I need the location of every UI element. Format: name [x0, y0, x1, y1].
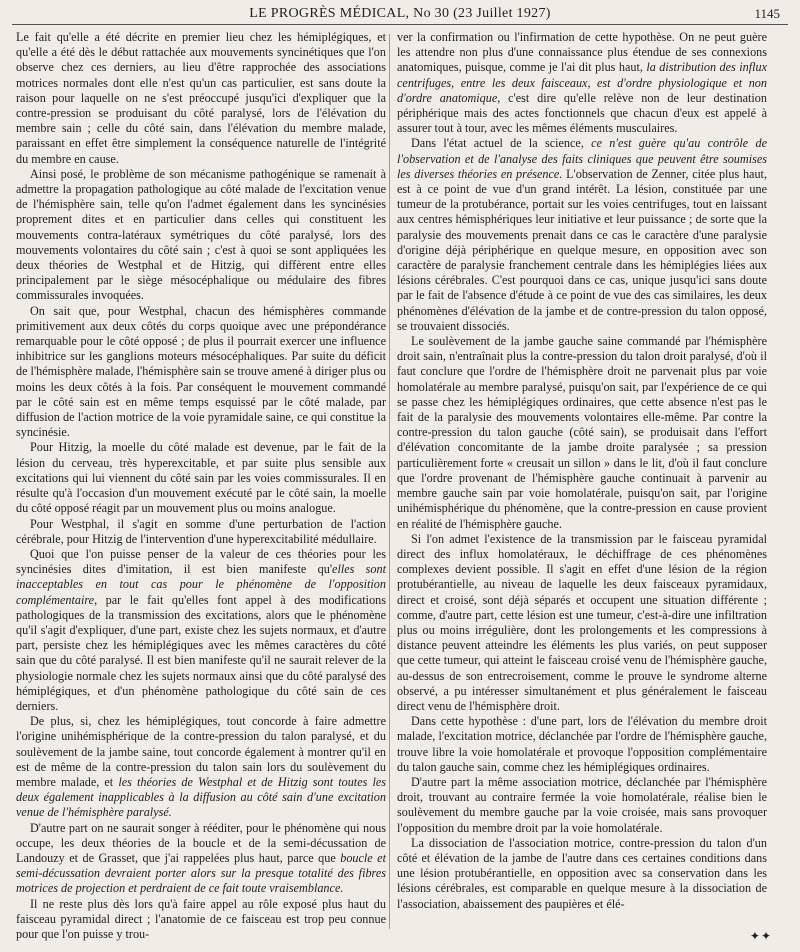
paragraph — [397, 30, 767, 136]
italic-text: la distribution des influx centrifuges, entre les deux faisceaux, est d'ordre physiologique et non d'ordre anatomique — [397, 60, 767, 105]
column-divider — [389, 34, 390, 929]
paragraph — [397, 136, 767, 334]
italic-text: ce n'est guère qu'au contrôle de l'observation et de l'analyse des faits cliniques que peuvent être soumises les diverses théories en présence. — [397, 136, 767, 181]
paragraph: Il ne reste plus dès lors qu'à faire appel au rôle exposé plus haut du faisceau pyramidal direct ; l'anatomie de ce faisceau est trop peu connue pour que l'on puisse y trou- — [16, 896, 386, 941]
paragraph: Ainsi posé, le problème de son mécanisme pathogénique se ramenait à admettre la propagation pathologique au côté malade de l'excitation venue de l'hémisphère sain, telle qu'on l'admet également dans les syncinésies proprement dites et en particulier dans celles qui constituent les mouvements contra-latéraux symétriques du côté paralysé, lors des mouvements volontaires du côté sain ; c'est à quoi se sont appliquées les deux théories de Westphal et de Hitzig, qui diffèrent entre elles principalement par le siège mésocéphalique ou médulaire des fibres commissurales invoquées. — [16, 166, 386, 303]
paragraph: Si l'on admet l'existence de la transmission par le faisceau pyramidal direct des influx homolatéraux, le déchiffrage de ces phénomènes complexes devient possible. Il s'agit en effet d'une lésion de la région protubérantielle, au niveau de laquelle les deux faisceaux pyramidaux, direct et croisé, sont déjà séparés et occupent une situation différente ; comme, d'autre part, cette lésion est une tumeur, c'est-à-dire une infiltration plus ou moins irrégulière, dont les prolongements et les compressions à distance peuvent atteindre les éléments les plus variés, on peut supposer que cette tumeur, qui atteint le faisceau croisé venu de l'hémisphère gauche, au-dessus de son entrecroisement, comme le prouve le syndrome alterne observé, a pu intéresser simultanément et plus généralement le faisceau direct venu de l'hémisphère droit. — [397, 531, 767, 713]
paragraph: Pour Westphal, il s'agit en somme d'une perturbation de l'action cérébrale, pour Hitzig de l'intervention d'une hyperexcitabilité médullaire. — [16, 516, 386, 546]
text-run: Dans l'état actuel de la science, — [411, 136, 592, 151]
paragraph: D'autre part la même association motrice, déclanchée par l'hémisphère droit, trouvant au contraire fermée la voie homolatérale, réalise bien le soulèvement du membre gauche par la voie croisée, mais sans provoquer l'opposition du membre droit par la voie homolatérale. — [397, 774, 767, 835]
italic-text: elles sont inacceptables en tout cas pour le phénomène de l'opposition complémentaire — [16, 562, 386, 607]
paragraph: La dissociation de l'association motrice, contre-pression du talon d'un côté et élévation de la jambe de l'autre dans ces certaines conditions dans une lésion protubérantielle, en opposition avec sa conservation dans les lésions cérébrales, est comparable en quelque mesure à la dissociation de l'association, abaissement des paupières et élé- — [397, 835, 767, 911]
text-run: , c'est dire qu'elle relève non de leur destination périphérique mais des actes fonctionnels que chacun d'eux est appelé à assurer tout à tour, avec les mêmes éléments musculaires. — [397, 90, 767, 136]
paragraph: On sait que, pour Westphal, chacun des hémisphères commande primitivement aux deux côtés du corps quoique avec une prépondérance remarquable pour le côté opposé ; de plus il pourrait exercer une influence inhibitrice sur les ganglions moteurs mésocéphaliques. Par suite du déficit de l'hémisphère malade, l'hémisphère sain se trouve amené à diriger plus ou moins les deux côtés à la fois. Par conséquent le mouvement commandé par le côté sain est en même temps esquissé par le côté malade, par diffusion de l'action motrice de la voie pyramidale saine, ce qui constitue la syncinésie. — [16, 303, 386, 440]
paragraph — [16, 547, 386, 714]
text-run: D'autre part on ne saurait songer à rééditer, pour le phénomène qui nous occupe, les deux théories de la boucle et de la semi-décussation de Landouzy et de Grasset, que j'ai rappelées plus haut, parce que — [16, 820, 386, 865]
text-run: ver la confirmation ou l'infirmation de cette hypothèse. On ne peut guère les attendre non plus d'une connaissance plus étendue de ses connexions anatomiques, puisque, comme je l'ai dit plus haut, — [397, 30, 767, 75]
right-column — [397, 30, 767, 930]
end-ornament: ✦✦ — [749, 929, 772, 943]
text-run: L'observation de Zenner, citée plus haut, est à ce point de vue d'un grand intérêt. La lésion, constituée par une tumeur de la protubérance, portait sur les voies centrifuges, tout en laissant aux centres hémisphériques leur initiative et leur puissance ; de sorte que la paralysie des mouvements prenait dans ce cas le caractère d'une paralysie d'origine déjà périphérique en quelque mesure, en opposition avec son caractère de paralysie franchement centrale dans les hémiplégies liées aux lésions cérébrales. C'est pourquoi dans ce cas, unique jusqu'ici sans doute par le fait de l'absence d'étude à ce point de vue des cas similaires, les deux phénomènes d'élévation de la jambe et de contre-pression du talon opposé, se trouvaient dissociés. — [397, 166, 767, 333]
italic-text: les théories de Westphal et de Hitzig sont toutes les deux également inapplicables à la diffusion au côté sain d'une excitation venue de l'hémisphère paralysé. — [16, 774, 386, 820]
paragraph — [16, 714, 386, 820]
journal-title: LE PROGRÈS MÉDICAL, No 30 (23 Juillet 1927) — [249, 6, 551, 21]
text-run: De plus, si, chez les hémiplégiques, tout concorde à faire admettre l'origine unihémisphérique de la contre-pression du talon paralysé, et du soulèvement de la jambe saine, tout concorde également à montrer qu'il en est de même de la contre-pression du talon sain lors du soulèvement du membre malade, et — [16, 714, 386, 789]
running-header — [12, 4, 788, 25]
italic-text: boucle et semi-décussation devraient porter alors sur la presque totalité des fibres motrices de projection et perdraient de ce fait toute vraisemblance. — [16, 850, 386, 896]
text-run: , par le fait qu'elles font appel à des modifications pathologiques de la transmission des excitations, alors que le phénomène qu'il s'agit d'expliquer, d'une part, existe chez les sujets normaux, et d'autre part, persiste chez les hémiplégiques avec les mêmes caractères du côté sain que du côté paralysé. Il est bien manifeste qu'il ne saurait relever de la physiologie normale chez les sujets normaux ainsi que du côté paralysé des hémiplégiques, et d'un phénomène pathologique du côté sain de ces derniers. — [16, 592, 386, 713]
page-number: 1145 — [754, 6, 780, 21]
paragraph: Dans cette hypothèse : d'une part, lors de l'élévation du membre droit malade, l'excitation motrice, déclanchée par l'ordre de l'hémisphère gauche, trouve libre la voie homolatérale et provoque l'opposition complémentaire du talon gauche sain, comme chez les hémiplégiques ordinaires. — [397, 714, 767, 774]
paragraph: Le fait qu'elle a été décrite en premier lieu chez les hémiplégiques, et qu'elle a été dès le début rattachée aux mouvements syncinétiques que l'on observe chez ces derniers, au lieu d'être rapprochée des associations motrices normales dont elle n'est qu'un cas particulier, est sans doute la raison pour laquelle on ne s'est préoccupé jusqu'ici d'expliquer que la contre-pression se produisant du côté paralysé, lors de l'élévation du membre sain ; celle du côté sain, dans l'élévation du membre malade, paraissant en effet être simplement la conséquence naturelle de l'intégrité du membre en cause. — [16, 30, 386, 166]
left-column — [16, 30, 386, 941]
paragraph: Pour Hitzig, la moelle du côté malade est devenue, par le fait de la lésion du cerveau, très hyperexcitable, et par suite plus sensible aux excitations qui lui viennent du côté sain par les voies commissurales. Il en résulte qu'à l'occasion d'un mouvement exécuté par le côté sain, la moelle du côté opposé réagit par un mouvement plus ou moins analogue. — [16, 440, 386, 516]
text-run: Quoi que l'on puisse penser de la valeur de ces théories pour les syncinésies dites d'imitation, il est bien manifeste qu' — [16, 546, 386, 577]
paragraph: Le soulèvement de la jambe gauche saine commandé par l'hémisphère droit sain, n'entraînait plus la contre-pression du talon droit paralysé, d'où il faut conclure que l'ordre de l'hémisphère droit ne parvenait plus par voie homolatérale au membre paralysé, puisqu'on sait, par l'expérience de ce qui se passe chez les hémiplégiques ordinaires, que cette absence n'est pas le fait de la paralysie des mouvements volontaires elle-même. Par contre la contre-pression du talon gauche (côté sain), se produisait dans l'effort d'élévation concomitante de la jambe droite paralysée ; sa pression particulièrement forte « creusait un sillon » dans le lit, d'où il faut conclure que l'ordre provenant de l'hémisphère gauche continuait à parvenir au membre gauche sain par voie homolatérale, puisqu'on sait, par l'origine unihémisphérique du phénomène, que la contre-pression en cause provient en réalité de l'hémisphère gauche. — [397, 334, 767, 531]
paragraph — [16, 821, 386, 897]
